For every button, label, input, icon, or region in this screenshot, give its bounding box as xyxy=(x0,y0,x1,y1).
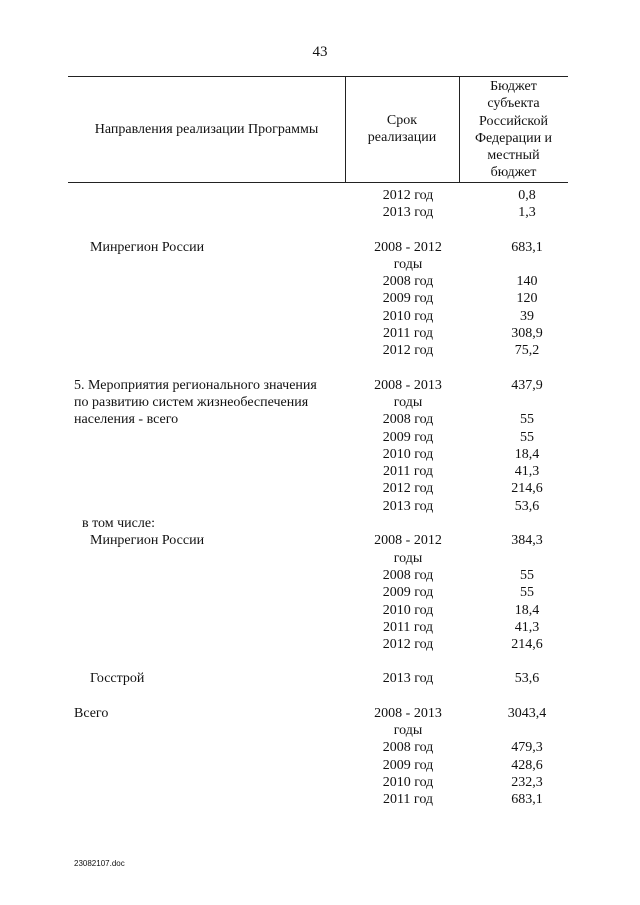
cell-term: 2009 год xyxy=(382,757,434,773)
header-budget xyxy=(459,78,568,182)
table-row xyxy=(0,187,640,204)
cell-budget-value: 3043,4 xyxy=(507,705,547,721)
cell-direction xyxy=(0,567,349,584)
cell-direction xyxy=(0,602,349,619)
table-row xyxy=(0,619,640,636)
cell-direction: Минрегион России xyxy=(90,533,205,549)
cell-budget-value xyxy=(467,515,587,532)
table-row xyxy=(0,290,640,307)
cell-budget-value: 55 xyxy=(520,412,534,428)
cell-budget-value xyxy=(467,722,587,739)
cell-budget-value: 18,4 xyxy=(514,602,540,618)
cell-direction: Минрегион России xyxy=(90,239,205,255)
table-row xyxy=(0,377,640,394)
cell-term: 2009 год xyxy=(382,585,434,601)
cell-term: 2012 год xyxy=(382,637,434,653)
cell-term: 2013 год xyxy=(382,205,434,221)
header-direction: Направления реализации Программы xyxy=(94,122,319,137)
table-row xyxy=(0,498,640,515)
cell-budget-value: 479,3 xyxy=(511,740,543,756)
cell-term: годы xyxy=(393,723,423,739)
cell-direction xyxy=(0,273,349,290)
table-row xyxy=(0,480,640,497)
header-budget-line: Федерации и xyxy=(474,130,553,146)
cell-term: 2013 год xyxy=(382,671,434,687)
row-spacer xyxy=(0,653,640,670)
table-row xyxy=(0,739,640,756)
cell-term: 2010 год xyxy=(382,774,434,790)
header-budget-line: Российской xyxy=(479,113,548,129)
cell-direction xyxy=(0,342,349,359)
cell-term: 2011 год xyxy=(382,619,434,635)
cell-budget-value: 55 xyxy=(520,567,534,583)
cell-budget-value: 384,3 xyxy=(511,533,543,549)
cell-budget-value: 214,6 xyxy=(511,637,543,653)
cell-term: годы xyxy=(393,256,423,272)
header-budget-line: местный xyxy=(487,148,540,164)
header-budget-line: субъекта xyxy=(487,96,540,112)
cell-budget-value: 53,6 xyxy=(514,498,540,514)
cell-budget-value: 1,3 xyxy=(518,205,536,221)
cell-term: 2008 - 2012 xyxy=(374,533,442,549)
table-row xyxy=(0,463,640,480)
table-row xyxy=(0,273,640,290)
cell-budget-value: 437,9 xyxy=(511,377,543,393)
cell-budget-value xyxy=(467,256,587,273)
table-row xyxy=(0,584,640,601)
cell-term: 2010 год xyxy=(382,308,434,324)
cell-direction: в том числе: xyxy=(82,516,155,532)
cell-direction xyxy=(0,463,349,480)
cell-budget-value: 308,9 xyxy=(511,326,543,342)
cell-budget-value: 0,8 xyxy=(518,188,536,203)
table-row xyxy=(0,204,640,221)
table-top-rule xyxy=(68,76,568,77)
cell-direction: Госстрой xyxy=(90,671,145,687)
cell-term xyxy=(349,515,467,532)
table-row xyxy=(0,722,640,739)
cell-budget-value: 18,4 xyxy=(514,446,540,462)
table-row xyxy=(0,308,640,325)
cell-budget-value xyxy=(467,394,587,411)
table-row xyxy=(0,774,640,791)
table-row xyxy=(0,705,640,722)
cell-term: 2008 - 2012 xyxy=(374,239,442,255)
table-row xyxy=(0,411,640,428)
cell-direction: Всего xyxy=(74,705,109,721)
cell-direction xyxy=(0,774,349,791)
cell-budget-value: 39 xyxy=(520,308,534,324)
row-spacer xyxy=(0,222,640,239)
table-row xyxy=(0,446,640,463)
table-row xyxy=(0,394,640,411)
page-number: 43 xyxy=(312,44,328,60)
table-row xyxy=(0,532,640,549)
cell-direction xyxy=(0,739,349,756)
table-row xyxy=(0,602,640,619)
cell-budget-value: 683,1 xyxy=(511,239,543,255)
cell-term: 2013 год xyxy=(382,498,434,514)
cell-budget-value: 120 xyxy=(516,291,538,307)
header-budget-line: бюджет xyxy=(490,165,537,181)
cell-direction xyxy=(0,584,349,601)
cell-budget-value: 41,3 xyxy=(514,464,540,480)
table-row xyxy=(0,636,640,653)
table-row xyxy=(0,342,640,359)
cell-term: 2008 год xyxy=(382,274,434,290)
table-row xyxy=(0,515,640,532)
cell-direction xyxy=(0,429,349,446)
cell-budget-value: 55 xyxy=(520,585,534,601)
cell-term: 2011 год xyxy=(382,464,434,480)
cell-term: 2008 год xyxy=(382,412,434,428)
header-term xyxy=(345,112,459,146)
header-term-line: Срок xyxy=(386,113,418,128)
cell-budget-value: 214,6 xyxy=(511,481,543,497)
cell-term: 2011 год xyxy=(382,326,434,342)
row-spacer xyxy=(0,360,640,377)
cell-budget-value: 41,3 xyxy=(514,619,540,635)
table-header-rule xyxy=(68,182,568,183)
table-row xyxy=(0,567,640,584)
cell-budget-value: 428,6 xyxy=(511,757,543,773)
cell-term: 2008 - 2013 xyxy=(374,705,442,721)
cell-term: 2010 год xyxy=(382,446,434,462)
cell-budget-value xyxy=(467,550,587,567)
cell-direction xyxy=(0,256,349,273)
cell-term: 2009 год xyxy=(382,291,434,307)
table-row xyxy=(0,239,640,256)
cell-direction: по развитию систем жизнеобеспечения xyxy=(74,394,309,410)
cell-term: 2012 год xyxy=(382,343,434,359)
cell-direction xyxy=(0,498,349,515)
cell-direction xyxy=(0,722,349,739)
cell-budget-value: 140 xyxy=(516,274,538,290)
cell-direction: 5. Мероприятия регионального значения xyxy=(74,377,317,393)
cell-direction xyxy=(0,636,349,653)
cell-term: 2009 год xyxy=(382,429,434,445)
cell-term: годы xyxy=(393,550,423,566)
cell-term: 2011 год xyxy=(382,792,434,808)
cell-direction xyxy=(0,757,349,774)
table-row xyxy=(0,550,640,567)
cell-term: годы xyxy=(393,394,423,410)
cell-direction xyxy=(0,290,349,307)
cell-budget-value: 53,6 xyxy=(514,671,540,687)
cell-budget-value: 683,1 xyxy=(511,792,543,808)
cell-term: 2008 год xyxy=(382,567,434,583)
table-row xyxy=(0,757,640,774)
header-budget-line: Бюджет xyxy=(490,79,537,94)
table-row xyxy=(0,670,640,687)
table-row xyxy=(0,256,640,273)
cell-term: 2008 год xyxy=(382,740,434,756)
cell-direction: населения - всего xyxy=(74,412,179,428)
cell-direction xyxy=(0,446,349,463)
table-row xyxy=(0,791,640,808)
cell-direction xyxy=(0,480,349,497)
cell-budget-value: 55 xyxy=(520,429,534,445)
cell-term: 2012 год xyxy=(382,481,434,497)
row-spacer xyxy=(0,688,640,705)
cell-term: 2008 - 2013 xyxy=(374,377,442,393)
cell-budget-value: 232,3 xyxy=(511,774,543,790)
cell-direction xyxy=(0,325,349,342)
cell-direction xyxy=(0,204,349,221)
table-row xyxy=(0,429,640,446)
cell-direction xyxy=(0,619,349,636)
table-row xyxy=(0,325,640,342)
cell-term: 2012 год xyxy=(382,188,434,203)
cell-direction xyxy=(0,187,349,204)
cell-direction xyxy=(0,550,349,567)
header-term-line: реализации xyxy=(367,130,437,145)
cell-budget-value: 75,2 xyxy=(514,343,540,359)
cell-term: 2010 год xyxy=(382,602,434,618)
cell-direction xyxy=(0,791,349,808)
table-body xyxy=(0,187,640,809)
file-name-footer: 23082107.doc xyxy=(74,859,125,868)
cell-direction xyxy=(0,308,349,325)
